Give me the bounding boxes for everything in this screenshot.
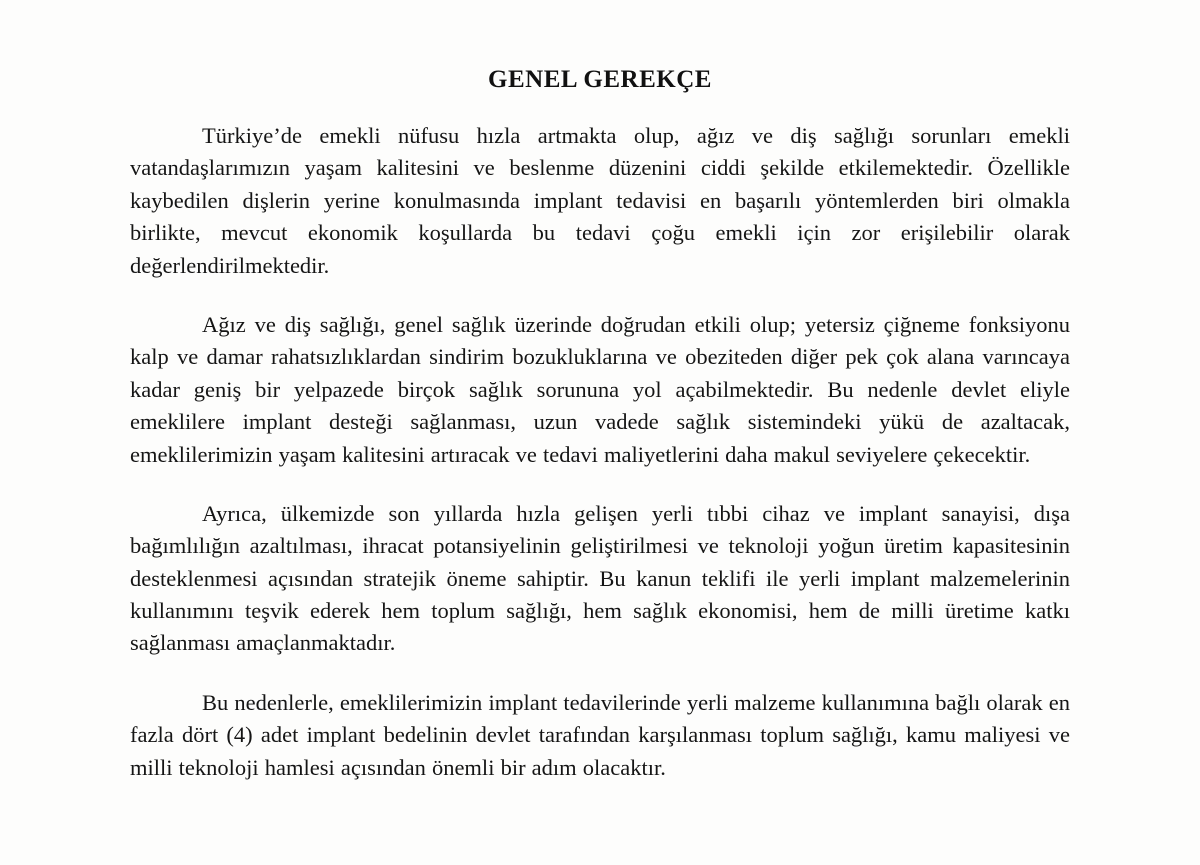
paragraph-2: Ağız ve diş sağlığı, genel sağlık üzerinde doğrudan etkili olup; yetersiz çiğneme fonksiyonu kalp ve damar rahatsızlıklardan sindirim bozukluklarına ve obeziteden diğer pek çok alana varıncaya kadar geniş bir yelpazede birçok sağlık sorununa yol açabilmektedir. Bu nedenle devlet eliyle emeklilere implant desteği sağlanması, uzun vadede sağlık sistemindeki yükü de azaltacak, emeklilerimizin yaşam kalitesini artıracak ve tedavi maliyetlerini daha makul seviyelere çekecektir. [130,311,1070,467]
paragraph-4: Bu nedenlerle, emeklilerimizin implant tedavilerinde yerli malzeme kullanımına bağlı olarak en fazla dört (4) adet implant bedelinin devlet tarafından karşılanması toplum sağlığı, kamu maliyesi ve milli teknoloji hamlesi açısından önemli bir adım olacaktır. [130,689,1070,780]
paragraph-1: Türkiye’de emekli nüfusu hızla artmakta olup, ağız ve diş sağlığı sorunları emekli vatandaşlarımızın yaşam kalitesini ve beslenme düzenini ciddi şekilde etkilemektedir. Özellikle kaybedilen dişlerin yerine konulmasında implant tedavisi en başarılı yöntemlerden biri olmakla birlikte, mevcut ekonomik koşullarda bu tedavi çoğu emekli için zor erişilebilir olarak değerlendirilmektedir. [130,123,1070,278]
document-body [130,94,1070,784]
page-title: GENEL GEREKÇE [488,66,712,93]
paragraph-3: Ayrıca, ülkemizde son yıllarda hızla gelişen yerli tıbbi cihaz ve implant sanayisi, dışa bağımlılığın azaltılması, ihracat potansiyelinin geliştirilmesi ve teknoloji yoğun üretim kapasitesinin desteklenmesi açısından stratejik öneme sahiptir. Bu kanun teklifi ile yerli implant malzemelerinin kullanımını teşvik ederek hem toplum sağlığı, hem sağlık ekonomisi, hem de milli üretime katkı sağlanması amaçlanmaktadır. [130,500,1070,656]
